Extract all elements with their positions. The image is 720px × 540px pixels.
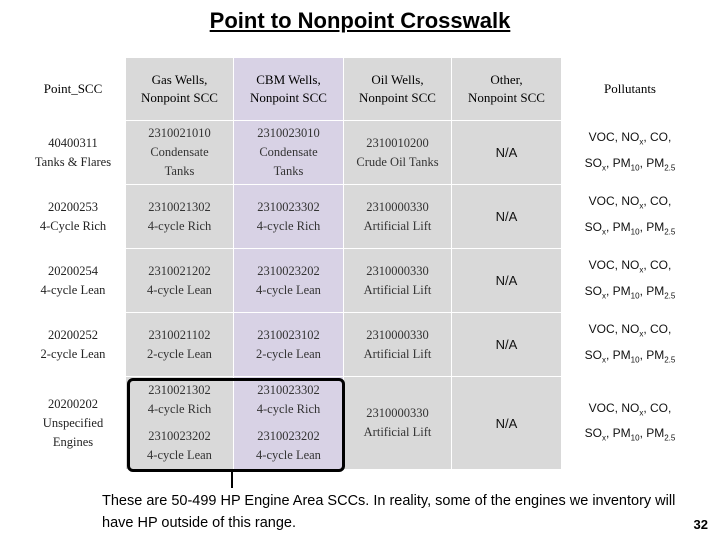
pollutants-cell: VOC, $NO_x$, CO, $SO_x$, $PM_{10}$, $PM_{2.5}$	[562, 249, 699, 313]
header-oil-wells: Oil Wells, Nonpoint SCC	[344, 58, 452, 121]
header-gas-wells: Gas Wells, Nonpoint SCC	[126, 58, 234, 121]
page-number: 32	[693, 517, 708, 532]
oil-scc-cell: 2310000330 Artificial Lift	[344, 249, 452, 313]
bracket-pointer	[231, 472, 233, 488]
table-row	[21, 185, 699, 249]
crosswalk-table	[20, 57, 699, 470]
other-scc-cell: N/A	[452, 313, 562, 377]
other-scc-cell: N/A	[452, 249, 562, 313]
oil-scc-cell: 2310010200 Crude Oil Tanks	[344, 121, 452, 185]
other-scc-cell: N/A	[452, 377, 562, 470]
cbm-scc-cell: 2310023102 2-cycle Lean	[234, 313, 344, 377]
oil-scc-cell: 2310000330 Artificial Lift	[344, 377, 452, 470]
pollutants-cell: VOC, $NO_x$, CO, $SO_x$, $PM_{10}$, $PM_{2.5}$	[562, 185, 699, 249]
header-other: Other, Nonpoint SCC	[452, 58, 562, 121]
other-scc-cell: N/A	[452, 185, 562, 249]
pollutants-cell: VOC, $NO_x$, CO, $SO_x$, $PM_{10}$, $PM_{2.5}$	[562, 313, 699, 377]
cbm-scc-cell: 2310023202 4-cycle Lean	[234, 249, 344, 313]
cbm-scc-cell: 2310023302 4-cycle Rich	[234, 185, 344, 249]
header-row	[21, 58, 699, 121]
gas-scc-cell: 2310021010 Condensate Tanks	[126, 121, 234, 185]
table-row	[21, 249, 699, 313]
point-scc-cell: 40400311 Tanks & Flares	[21, 121, 126, 185]
pollutants-cell: VOC, $NO_x$, CO, $SO_x$, $PM_{10}$, $PM_{2.5}$	[562, 121, 699, 185]
point-scc-cell: 20200253 4-Cycle Rich	[21, 185, 126, 249]
oil-scc-cell: 2310000330 Artificial Lift	[344, 313, 452, 377]
footnote: These are 50-499 HP Engine Area SCCs. In reality, some of the engines we inventory will have HP outside of this range.	[102, 493, 676, 531]
gas-scc-cell: 2310021302 4-cycle Rich 2310023202 4-cycle Lean	[126, 377, 234, 470]
table-row	[21, 313, 699, 377]
gas-scc-cell: 2310021102 2-cycle Lean	[126, 313, 234, 377]
point-scc-cell: 20200254 4-cycle Lean	[21, 249, 126, 313]
engine-highlight-bracket	[127, 378, 345, 472]
gas-scc-cell: 2310021202 4-cycle Lean	[126, 249, 234, 313]
table-row	[21, 121, 699, 185]
gas-scc-cell: 2310021302 4-cycle Rich	[126, 185, 234, 249]
point-scc-cell: 20200202 Unspecified Engines	[21, 377, 126, 470]
table-row	[21, 377, 699, 470]
header-pollutants: Pollutants	[562, 58, 699, 121]
oil-scc-cell: 2310000330 Artificial Lift	[344, 185, 452, 249]
header-point-scc: Point_SCC	[21, 58, 126, 121]
point-scc-cell: 20200252 2-cycle Lean	[21, 313, 126, 377]
slide-title: Point to Nonpoint Crosswalk	[209, 8, 511, 33]
cbm-scc-cell: 2310023302 4-cycle Rich 2310023202 4-cycle Lean	[234, 377, 344, 470]
other-scc-cell: N/A	[452, 121, 562, 185]
pollutants-cell: VOC, $NO_x$, CO, $SO_x$, $PM_{10}$, $PM_{2.5}$	[562, 377, 699, 470]
header-cbm-wells: CBM Wells, Nonpoint SCC	[234, 58, 344, 121]
cbm-scc-cell: 2310023010 Condensate Tanks	[234, 121, 344, 185]
